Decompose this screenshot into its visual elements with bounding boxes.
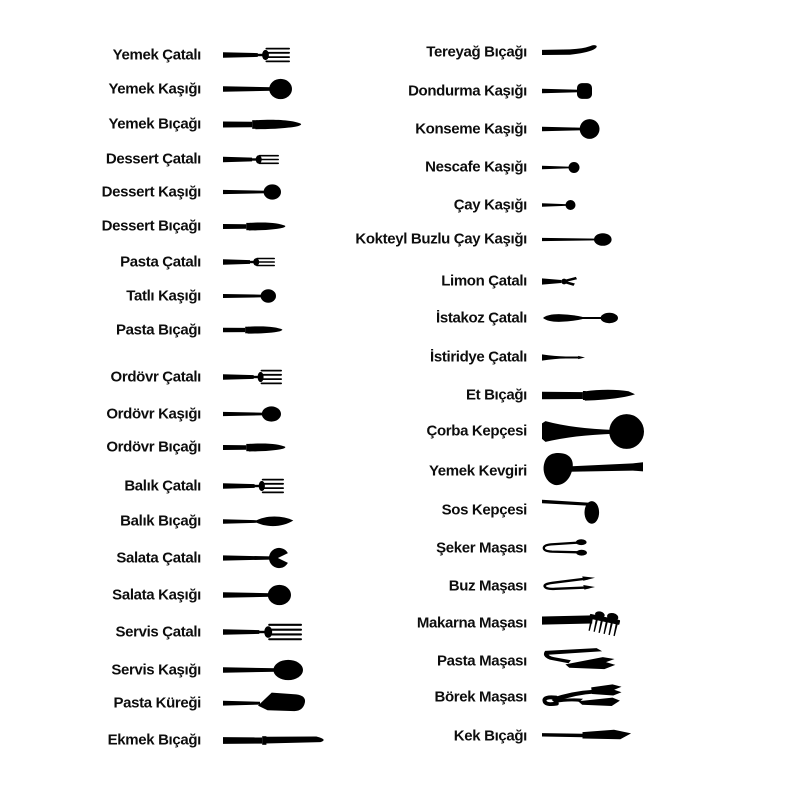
utensil-label: Ordövr Bıçağı — [106, 438, 201, 456]
small-spoon-icon — [542, 199, 576, 211]
utensil-label: Yemek Bıçağı — [108, 115, 201, 133]
utensil-label: Dondurma Kaşığı — [408, 82, 527, 100]
utensil-label: Tatlı Kaşığı — [126, 287, 201, 305]
butter-knife-icon — [542, 44, 598, 60]
utensil-label: Salata Kaşığı — [112, 586, 201, 604]
utensil-label: Dessert Bıçağı — [101, 217, 201, 235]
utensil-label: Tereyağ Bıçağı — [426, 43, 527, 61]
sauce-ladle-icon — [542, 497, 600, 524]
utensil-label: Pasta Bıçağı — [115, 321, 201, 339]
utensil-label: Servis Kaşığı — [111, 661, 201, 679]
borek-tongs-icon — [542, 682, 624, 712]
utensil-label: Sos Kepçesi — [441, 501, 527, 519]
sugar-tongs-icon — [542, 539, 587, 557]
utensil-label: Kokteyl Buzlu Çay Kaşığı — [355, 230, 527, 248]
cake-tongs-icon — [542, 647, 620, 675]
utensil-label: Servis Çatalı — [115, 623, 201, 641]
small-spoon-icon — [542, 161, 580, 174]
utensil-label: Nescafe Kaşığı — [425, 158, 527, 176]
pasta-server-icon — [542, 610, 623, 637]
oyster-fork-icon — [542, 353, 585, 362]
lobster-pick-icon — [542, 311, 618, 325]
steak-knife-icon — [542, 388, 635, 403]
lemon-fork-icon — [542, 276, 577, 287]
cake-knife-icon — [542, 728, 632, 745]
utensil-label: Börek Maşası — [434, 688, 527, 706]
utensil-label: Yemek Kaşığı — [108, 80, 201, 98]
utensil-label: Makarna Maşası — [416, 614, 527, 632]
skimmer-icon — [542, 452, 643, 490]
utensil-label: İstakoz Çatalı — [436, 309, 527, 327]
utensil-label: Balık Bıçağı — [120, 512, 201, 530]
utensil-label: İstiridye Çatalı — [430, 348, 527, 366]
utensil-label: Kek Bıçağı — [453, 727, 527, 745]
utensil-label: Ordövr Çatalı — [110, 368, 201, 386]
utensil-label: Çay Kaşığı — [453, 196, 527, 214]
utensil-label: Salata Çatalı — [116, 549, 201, 567]
utensil-label: Dessert Çatalı — [105, 150, 201, 168]
ice-tongs-icon — [542, 576, 595, 596]
utensil-label: Pasta Çatalı — [120, 253, 201, 271]
icecream-spoon-icon — [542, 82, 592, 100]
utensil-label: Buz Maşası — [448, 577, 527, 595]
ladle-icon — [542, 413, 645, 450]
utensil-label: Yemek Kevgiri — [428, 462, 527, 480]
utensil-label: Dessert Kaşığı — [101, 183, 201, 201]
utensil-label: Çorba Kepçesi — [426, 422, 527, 440]
utensil-label: Pasta Küreği — [113, 694, 201, 712]
round-spoon-icon — [542, 118, 600, 140]
utensil-label: Konseme Kaşığı — [415, 120, 527, 138]
cocktail-spoon-icon — [542, 232, 612, 247]
utensil-label: Şeker Maşası — [436, 539, 527, 557]
utensil-label: Balık Çatalı — [124, 477, 201, 495]
utensil-label: Ordövr Kaşığı — [106, 405, 201, 423]
utensil-label: Ekmek Bıçağı — [107, 731, 201, 749]
utensil-label: Yemek Çatalı — [112, 46, 201, 64]
utensil-label: Et Bıçağı — [465, 386, 527, 404]
utensil-label: Pasta Maşası — [436, 652, 527, 670]
utensil-label: Limon Çatalı — [441, 272, 527, 290]
